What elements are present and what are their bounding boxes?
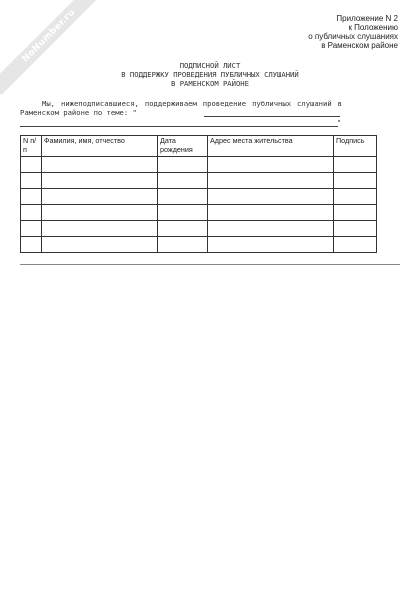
topic-fill-line[interactable] [204, 116, 340, 117]
cell-birth-date[interactable] [158, 205, 208, 221]
topic-fill-line-2[interactable] [20, 126, 338, 127]
cell-full-name[interactable] [42, 173, 158, 189]
cell-signature[interactable] [334, 221, 377, 237]
cell-birth-date[interactable] [158, 221, 208, 237]
cell-signature[interactable] [334, 205, 377, 221]
cell-signature[interactable] [334, 173, 377, 189]
appendix-line: в Раменском районе [321, 41, 398, 50]
column-header-birth-date: Дата рождения [158, 136, 208, 157]
signature-table [20, 135, 377, 253]
title-line: ПОДПИСНОЙ ЛИСТ [179, 61, 241, 70]
cell-address[interactable] [208, 237, 334, 253]
title-line: В РАМЕНСКОМ РАЙОНЕ [171, 79, 249, 88]
table-row [21, 173, 377, 189]
cell-address[interactable] [208, 221, 334, 237]
cell-number[interactable] [21, 173, 42, 189]
document-title [20, 61, 400, 88]
cell-full-name[interactable] [42, 157, 158, 173]
column-header-number: N п/п [21, 136, 42, 157]
column-header-address: Адрес места жительства [208, 136, 334, 157]
cell-signature[interactable] [334, 237, 377, 253]
cell-birth-date[interactable] [158, 237, 208, 253]
appendix-line: о публичных слушаниях [308, 32, 398, 41]
cell-number[interactable] [21, 189, 42, 205]
cell-address[interactable] [208, 205, 334, 221]
appendix-line: к Положению [348, 23, 398, 32]
cell-signature[interactable] [334, 189, 377, 205]
cell-birth-date[interactable] [158, 189, 208, 205]
cell-address[interactable] [208, 173, 334, 189]
table-row [21, 221, 377, 237]
watermark: NoNumber.ru [0, 0, 108, 95]
table-row [21, 189, 377, 205]
page-divider [20, 264, 400, 265]
table-row [21, 205, 377, 221]
cell-number[interactable] [21, 157, 42, 173]
cell-full-name[interactable] [42, 205, 158, 221]
table-row [21, 237, 377, 253]
intro-paragraph: Мы, нижеподписавшиеся, поддерживаем проведение публичных слушаний в Раменском районе по теме: " [20, 99, 342, 117]
cell-address[interactable] [208, 189, 334, 205]
appendix-note [238, 14, 398, 50]
cell-number[interactable] [21, 205, 42, 221]
title-line: В ПОДДЕРЖКУ ПРОВЕДЕНИЯ ПУБЛИЧНЫХ СЛУШАНИЙ [121, 70, 299, 79]
cell-signature[interactable] [334, 157, 377, 173]
cell-birth-date[interactable] [158, 157, 208, 173]
cell-number[interactable] [21, 237, 42, 253]
table-row [21, 157, 377, 173]
column-header-signature: Подпись [334, 136, 377, 157]
cell-number[interactable] [21, 221, 42, 237]
cell-full-name[interactable] [42, 237, 158, 253]
cell-address[interactable] [208, 157, 334, 173]
table-header-row [21, 136, 377, 157]
cell-full-name[interactable] [42, 189, 158, 205]
cell-birth-date[interactable] [158, 173, 208, 189]
closing-quote: " [337, 119, 342, 127]
cell-full-name[interactable] [42, 221, 158, 237]
appendix-line: Приложение N 2 [336, 14, 398, 23]
column-header-full-name: Фамилия, имя, отчество [42, 136, 158, 157]
